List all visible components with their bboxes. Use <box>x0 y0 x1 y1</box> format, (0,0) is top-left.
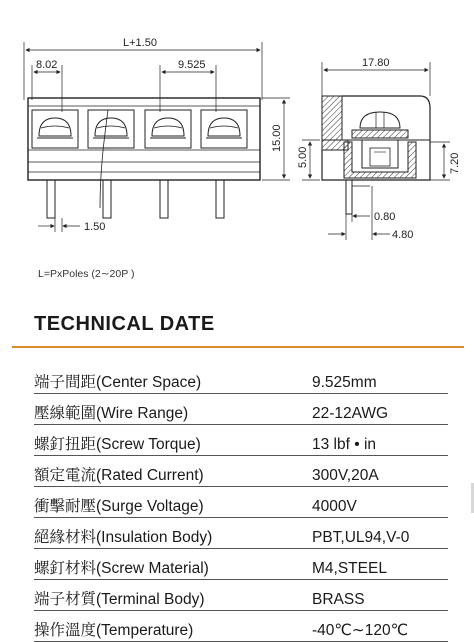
spec-value: PBT,UL94,V-0 <box>312 518 448 549</box>
spec-label: 操作溫度(Temperature) <box>34 611 312 642</box>
dim-body-height: 7.20 <box>449 152 461 174</box>
table-row <box>34 549 448 580</box>
screw-cell <box>32 110 78 148</box>
screw-cell <box>201 110 247 148</box>
dim-pitch: 9.525 <box>178 59 206 71</box>
title-divider <box>12 346 464 348</box>
spec-value: M4,STEEL <box>312 549 448 580</box>
spec-value: 9.525mm <box>312 363 448 394</box>
pole-formula: L=PxPoles (2∼20P ) <box>38 268 135 280</box>
spec-label: 端子材質(Terminal Body) <box>34 580 312 611</box>
spec-label: 衝擊耐壓(Surge Voltage) <box>34 487 312 518</box>
front-view <box>24 42 290 232</box>
dim-side-width: 17.80 <box>362 57 390 69</box>
table-row <box>34 425 448 456</box>
table-row <box>34 456 448 487</box>
spec-value: 22-12AWG <box>312 394 448 425</box>
dim-pin-offset: 1.50 <box>84 221 106 233</box>
spec-label: 額定電流(Rated Current) <box>34 456 312 487</box>
dim-overall-length: L+1.50 <box>123 37 157 49</box>
spec-label: 端子間距(Center Space) <box>34 363 312 394</box>
dim-height: 15.00 <box>271 124 283 152</box>
table-row <box>34 518 448 549</box>
dim-pin-thickness: 0.80 <box>374 211 396 223</box>
dim-pin-spacing: 4.80 <box>392 229 414 241</box>
spec-value: 13 lbf • in <box>312 425 448 456</box>
table-row <box>34 487 448 518</box>
screw-cell <box>88 110 134 148</box>
spec-value: BRASS <box>312 580 448 611</box>
spec-label: 絕緣材料(Insulation Body) <box>34 518 312 549</box>
spec-label: 螺釘扭距(Screw Torque) <box>34 425 312 456</box>
table-row <box>34 394 448 425</box>
dim-edge-offset: 8.02 <box>36 59 58 71</box>
table-row <box>34 363 448 394</box>
spec-value: 300V,20A <box>312 456 448 487</box>
screw-cell <box>145 110 191 148</box>
dim-pin-length: 5.00 <box>297 146 309 168</box>
spec-label: 螺釘材料(Screw Material) <box>34 549 312 580</box>
spec-value: -40℃∼120℃ <box>312 611 448 642</box>
spec-table <box>34 363 448 642</box>
technical-drawing <box>0 0 474 260</box>
table-row <box>34 580 448 611</box>
section-title: TECHNICAL DATE <box>34 313 215 335</box>
spec-value: 4000V <box>312 487 448 518</box>
spec-label: 壓線範圍(Wire Range) <box>34 394 312 425</box>
